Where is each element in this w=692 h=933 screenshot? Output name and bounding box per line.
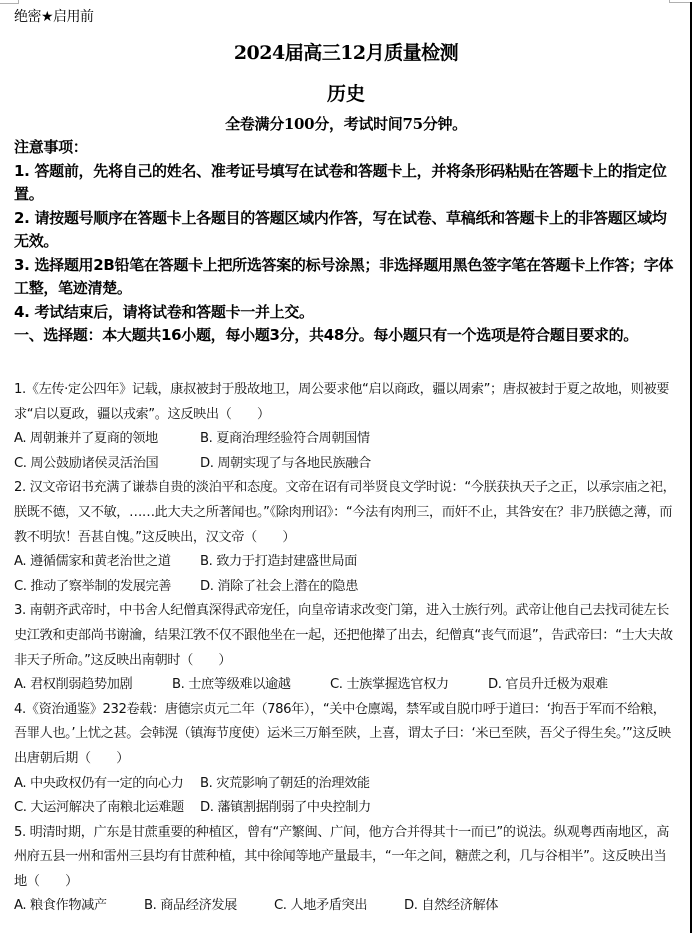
option-d: D. 官员升迁极为艰难 <box>488 677 608 693</box>
option-a: A. 粮食作物减产 <box>14 898 107 914</box>
question-stem: 5. 明清时期，广东是甘蔗重要的种植区，曾有“产繁闽、广间，他方合并得其十一而已”的说法。纵观粤西南地区，高州府五县一州和雷州三县均有甘蔗种植，其中徐闻等地产量最丰，“一年之间，糖蔗之利，几与谷相半”。这反映出当地（ ） <box>14 824 670 889</box>
option-c: C. 人地矛盾突出 <box>274 898 368 914</box>
option-c: C. 士族掌握选官权力 <box>330 677 449 693</box>
options-row <box>14 550 678 575</box>
question-5 <box>14 821 678 919</box>
option-b: B. 夏商治理经验符合周朝国情 <box>200 431 370 447</box>
option-d: D. 周朝实现了与各地民族融合 <box>200 455 371 471</box>
exam-title: 2024届高三12月质量检测 <box>233 42 459 64</box>
option-a: A. 君权削弱趋势加剧 <box>14 677 133 693</box>
option-b: B. 士庶等级难以逾越 <box>172 677 291 693</box>
question-list <box>14 378 678 919</box>
options-row <box>14 894 678 919</box>
option-c: C. 推动了察举制的发展完善 <box>14 578 172 594</box>
question-1 <box>14 378 678 476</box>
options-row <box>14 427 678 452</box>
notice-item: 3. 选择题用2B铅笔在答题卡上把所选答案的标号涂黑；非选择题用黑色签字笔在答题卡上作答；字体工整，笔迹清楚。 <box>14 255 674 297</box>
confidential-mark: 绝密★启用前 <box>14 9 94 25</box>
option-d: D. 自然经济解体 <box>404 898 499 914</box>
score-info: 全卷满分100分，考试时间75分钟。 <box>225 115 467 133</box>
options-row <box>14 575 678 600</box>
options-row <box>14 796 678 821</box>
options-row <box>14 452 678 477</box>
question-4 <box>14 698 678 821</box>
question-2 <box>14 476 678 599</box>
option-a: A. 周朝兼并了夏商的领地 <box>14 431 158 447</box>
question-stem: 4.《资治通鉴》232卷载：唐德宗贞元二年（786年），“关中仓廪竭，禁军或自脱巾呼于道曰：‘拘吾于军而不给粮，吾罪人也。’上忧之甚。会韩滉（镇海节度使）运米三万斛至陕，上喜，谓太子曰：‘米已至陕，吾父子得生矣。’”这反映出唐朝后期（ ） <box>14 701 671 766</box>
question-stem: 3. 南朝齐武帝时，中书舍人纪僧真深得武帝宠任，向皇帝请求改变门第，进入士族行列。武帝让他自己去找司徒左长史江敩和吏部尚书谢瀹，结果江敩不仅不跟他坐在一起，还把他撵了出去，纪僧真“丧气而退”，告武帝曰：“士大夫故非天子所命。”这反映出南朝时（ ） <box>14 603 673 668</box>
notice-section <box>14 136 676 348</box>
page-corner-mark <box>669 0 692 3</box>
option-b: B. 商品经济发展 <box>144 898 237 914</box>
option-a: A. 遵循儒家和黄老治世之道 <box>14 554 171 570</box>
options-row <box>14 673 678 698</box>
notice-item: 1. 答题前，先将自己的姓名、准考证号填写在试卷和答题卡上，并将条形码粘贴在答题卡上的指定位置。 <box>14 161 667 203</box>
options-row <box>14 772 678 797</box>
option-c: C. 周公鼓励诸侯灵活治国 <box>14 455 159 471</box>
page-corner-mark <box>0 0 19 4</box>
option-b: B. 灾荒影响了朝廷的治理效能 <box>200 775 370 791</box>
notice-heading: 注意事项： <box>14 138 88 156</box>
option-a: A. 中央政权仍有一定的向心力 <box>14 775 184 791</box>
subject-title: 历史 <box>326 83 365 105</box>
option-c: C. 大运河解决了南粮北运难题 <box>14 800 184 816</box>
question-stem: 1.《左传·定公四年》记载，康叔被封于殷故地卫，周公要求他“启以商政，疆以周索”；唐叔被封于夏之故地，则被要求“启以夏政，疆以戎索”。这反映出（ ） <box>14 382 670 422</box>
question-3 <box>14 599 678 697</box>
option-d: D. 藩镇割据削弱了中央控制力 <box>200 800 371 816</box>
option-b: B. 致力于打造封建盛世局面 <box>200 554 357 570</box>
section-heading: 一、选择题：本大题共16小题，每小题3分，共48分。每小题只有一个选项是符合题目要求的。 <box>14 326 638 344</box>
notice-item: 2. 请按题号顺序在答题卡上各题目的答题区域内作答，写在试卷、草稿纸和答题卡上的非答题区域均无效。 <box>14 208 667 250</box>
question-stem: 2. 汉文帝诏书充满了谦恭自贵的淡泊平和态度。文帝在诏有司举贤良文学时说：“今朕获执天子之正，以承宗庙之祀，朕既不德，又不敏，……此大夫之所著闻也。”《除肉刑诏》：“今法有肉刑三，而奸不止，其咎安在？非乃朕德之薄，而教不明欤！吾甚自愧。”这反映出，汉文帝（ ） <box>14 480 676 545</box>
option-d: D. 消除了社会上潜在的隐患 <box>200 578 359 594</box>
notice-item: 4. 考试结束后，请将试卷和答题卡一并上交。 <box>14 302 314 321</box>
